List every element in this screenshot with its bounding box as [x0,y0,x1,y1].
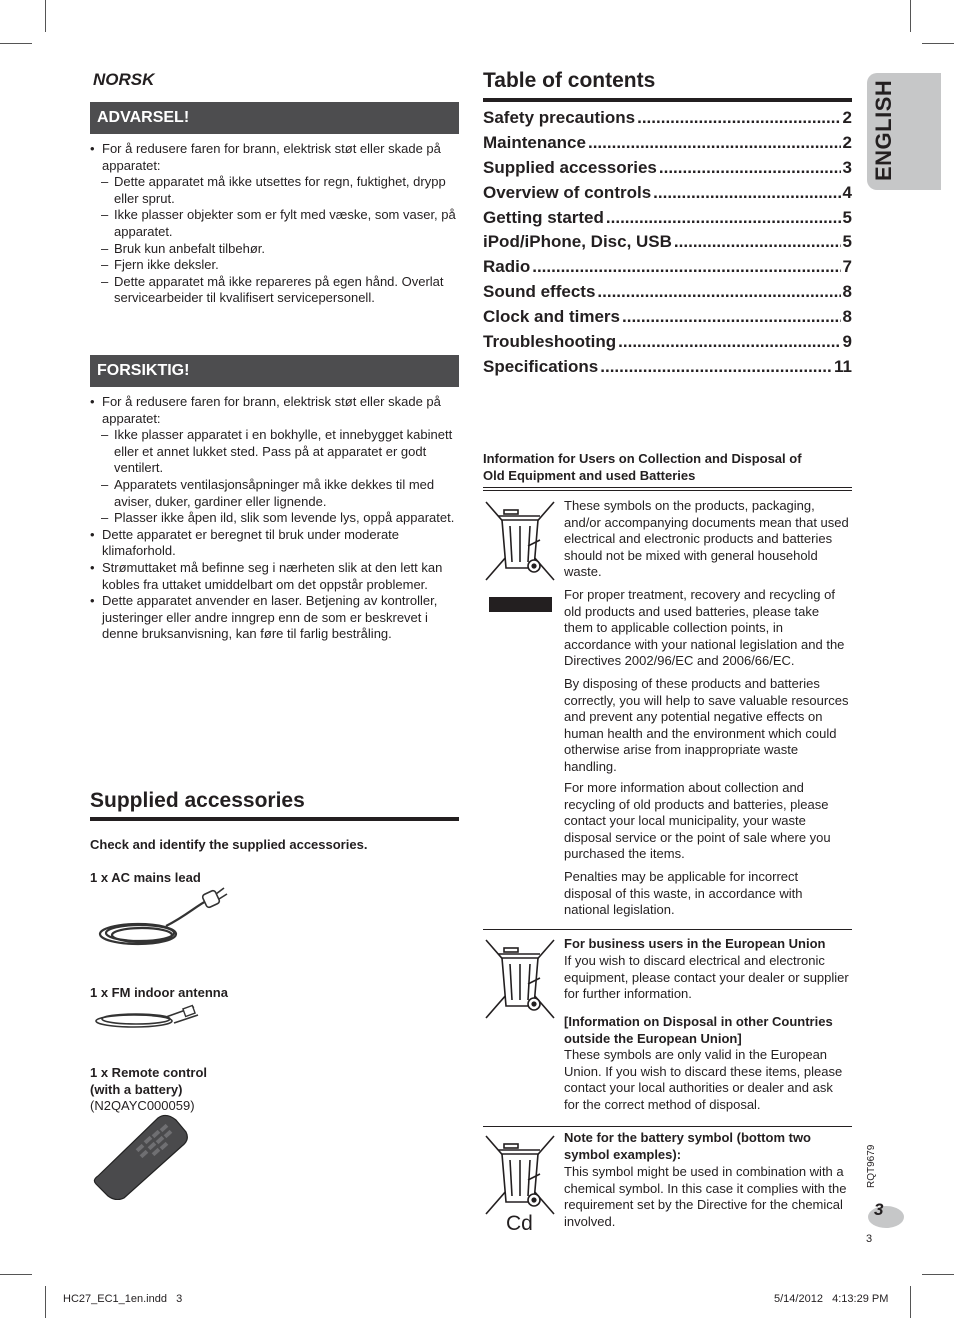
doc-code: RQT9679 [866,1144,877,1188]
crop-mark [0,1274,32,1275]
disposal-heading-line2: Old Equipment and used Batteries [483,468,696,483]
business-heading: For business users in the European Union [564,936,826,951]
list-item: • Dette apparatet er beregnet til bruk under moderate klimaforhold. [90,527,460,560]
toc-entry-page: 8 [842,307,852,327]
toc-entry-title: Getting started [483,207,604,227]
remote-label-battery: (with a battery) [90,1082,183,1097]
page-number: 3 [874,1200,884,1219]
crop-mark [0,43,32,44]
toc-entry[interactable] [483,307,852,332]
advarsel-title: ADVARSEL! [97,109,190,126]
toc-entry-page: 9 [842,332,852,352]
toc-leader [618,332,840,352]
battery-note-text: This symbol might be used in combination with a chemical symbol. In this case it complies with the requirement set by the Directive for the chemical involved. [564,1164,847,1229]
list-item: – Ikke plasser objekter som er fylt med væske, som vaser, på apparatet. [90,207,460,240]
language-heading: NORSK [93,70,155,89]
list-item: – Bruk kun anbefalt tilbehør. [90,241,460,258]
toc-entry[interactable] [483,232,852,257]
crop-mark [45,1286,46,1318]
toc-entry[interactable] [483,208,852,233]
heading-rule [90,817,459,821]
toc-entry[interactable] [483,133,852,158]
toc-leader [659,158,841,178]
page-number-small: 3 [866,1233,873,1245]
toc-leader [606,208,841,228]
toc-entry-title: Clock and timers [483,307,620,327]
disposal-paragraph: Penalties may be applicable for incorrect disposal of this waste, in accordance with national legislation. [564,869,803,918]
table-of-contents [483,108,852,382]
toc-rule [483,98,852,102]
advarsel-list [90,141,460,307]
list-item: • For å redusere faren for brann, elektrisk støt eller skade på apparatet: [90,394,460,427]
supplied-accessories-heading: Supplied accessories [90,789,305,812]
toc-entry-title: Troubleshooting [483,332,617,352]
weee-bin-icon [484,1134,558,1218]
disposal-paragraph: For more information about collection and recycling of old products and batteries, please contact your local municipality, your waste disposal service or the point of sale where you purchased the items. [564,780,831,862]
divider [483,929,852,930]
toc-entry[interactable] [483,108,852,133]
date-info: 5/14/2012 4:13:29 PM [774,1293,889,1305]
toc-leader [674,232,841,252]
toc-entry-page: 7 [842,257,852,277]
weee-bin-icon [484,500,558,584]
toc-title: Table of contents [483,69,656,92]
black-bar-symbol [489,597,552,612]
disposal-paragraph: These symbols on the products, packaging, and/or accompanying documents mean that used electrical and electronic products and batteries should not be mixed with general household waste. [564,498,849,580]
list-item: • For å redusere faren for brann, elektrisk støt eller skade på apparatet: [90,141,460,174]
toc-leader [622,307,841,327]
toc-entry-page: 3 [842,157,852,177]
remote-model: (N2QAYC000059) [90,1098,195,1113]
ac-mains-lead-illustration [96,886,228,950]
list-item: – Dette apparatet må ikke repareres på egen hånd. Overlat servicearbeider til kvalifisert servicepersonell. [90,274,460,307]
divider [483,487,852,488]
toc-entry-title: Safety precautions [483,108,636,127]
toc-leader [637,108,840,128]
chemical-symbol: Cd [506,1212,533,1235]
list-item: – Fjern ikke deksler. [90,257,460,274]
toc-entry[interactable] [483,357,852,382]
list-item: – Dette apparatet må ikke utsettes for regn, fuktighet, drypp eller sprut. [90,174,460,207]
crop-mark [922,43,954,44]
toc-entry-page: 8 [842,282,852,302]
toc-entry-page: 11 [834,356,852,376]
list-item: – Ikke plasser apparatet i en bokhylle, et innebygget kabinett eller et annet lukket sted. Pass på at apparatet er godt ventilert. [90,427,460,477]
toc-entry-page: 4 [842,182,852,202]
outside-eu-text: These symbols are only valid in the European Union. If you wish to discard these items, please contact your local authorities or dealer and ask for the correct method of disposal. [564,1047,843,1112]
list-item: – Plasser ikke åpen ild, slik som levende lys, oppå apparatet. [90,510,460,527]
toc-entry[interactable] [483,332,852,357]
outside-eu-heading: [Information on Disposal in other Countries outside the European Union] [564,1014,833,1046]
disposal-paragraph: By disposing of these products and batteries correctly, you will help to save valuable resources and prevent any potential negative effects on human health and the environment which could otherwise arise from inappropriate waste handling. [564,676,849,774]
forsiktig-list [90,394,460,643]
toc-leader [588,133,841,153]
toc-leader [600,357,832,377]
fm-antenna-illustration [94,1001,202,1031]
crop-mark [910,1286,911,1318]
language-tab-label: ENGLISH [871,79,896,181]
toc-entry-title: Radio [483,257,531,277]
file-info: HC27_EC1_1en.indd 3 [63,1293,183,1305]
crop-mark [922,1274,954,1275]
supplied-intro: Check and identify the supplied accessories. [90,837,368,852]
toc-entry-page: 2 [842,108,852,127]
crop-mark [910,0,911,32]
forsiktig-bar [90,355,459,387]
toc-entry-page: 5 [842,232,852,252]
battery-note-heading: Note for the battery symbol (bottom two symbol examples): [564,1130,811,1162]
toc-leader [597,282,840,302]
toc-entry-title: Sound effects [483,282,596,302]
remote-label: 1 x Remote control [90,1065,208,1080]
ac-lead-label: 1 x AC mains lead [90,870,201,885]
toc-entry-page: 5 [842,207,852,227]
list-item: • Dette apparatet anvender en laser. Betjening av kontroller, justeringer eller andre inngrep enn de som er beskrevet i denne bruksanvisning, kan føre til farlig bestråling. [90,593,460,643]
divider [483,1126,852,1127]
fm-antenna-label: 1 x FM indoor antenna [90,985,228,1000]
advarsel-bar [90,102,459,134]
weee-bin-icon [484,938,558,1022]
list-item: – Apparatets ventilasjonsåpninger må ikke dekkes til med aviser, duker, gardiner eller lignende. [90,477,460,510]
toc-entry[interactable] [483,158,852,183]
toc-leader [532,257,840,277]
toc-entry[interactable] [483,257,852,282]
remote-control-illustration [92,1114,192,1200]
toc-entry-title: iPod/iPhone, Disc, USB [483,232,672,252]
crop-mark [45,0,46,32]
toc-entry-title: Specifications [483,356,599,376]
disposal-paragraph: For proper treatment, recovery and recycling of old products and used batteries, please take them to applicable collection points, in accordance with your national legislation and the Directives 2002/96/EC and 2006/66/EC. [564,587,845,669]
list-item: • Strømuttaket må befinne seg i nærheten slik at den lett kan kobles fra uttaket umiddelbart om det oppstår problemer. [90,560,460,593]
toc-entry-page: 2 [842,132,852,152]
forsiktig-title: FORSIKTIG! [97,362,190,379]
business-text: If you wish to discard electrical and electronic equipment, please contact your dealer or supplier for further information. [564,953,849,1002]
toc-entry-title: Maintenance [483,132,586,152]
toc-entry[interactable] [483,183,852,208]
language-tab-label-wrap [867,73,941,190]
divider [483,490,852,491]
toc-entry[interactable] [483,282,852,307]
toc-entry-title: Supplied accessories [483,157,657,177]
toc-leader [653,183,840,203]
toc-entry-title: Overview of controls [483,182,652,202]
disposal-heading-line1: Information for Users on Collection and Disposal of [483,451,802,466]
